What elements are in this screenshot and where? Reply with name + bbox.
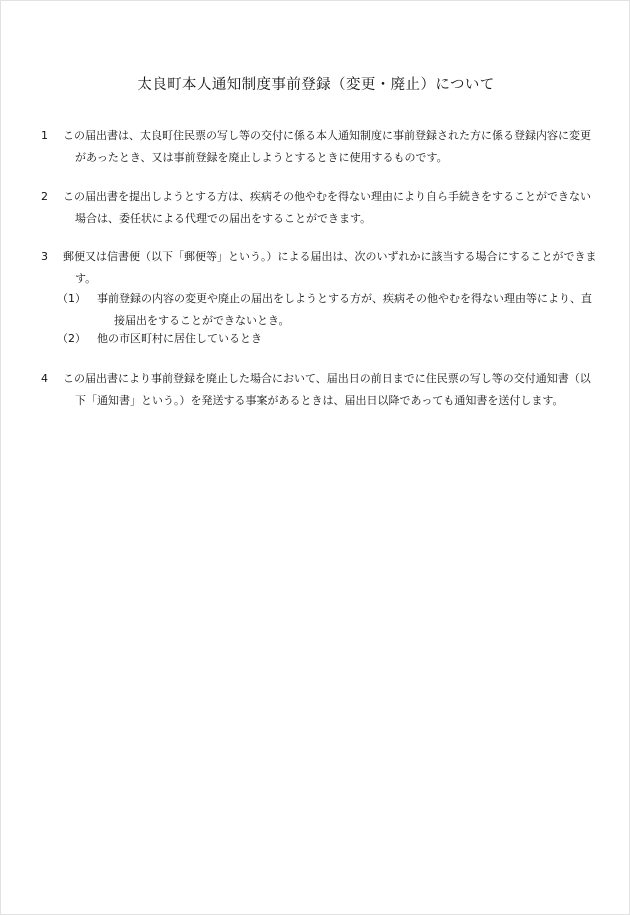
sub-item-text: 事前登録の内容の変更や廃止の届出をしようとする方が、疾病その他やむを得ない理由等により、直接届出をすることができないとき。: [97, 292, 592, 327]
list-item: [41, 246, 601, 290]
item-text: この届出書を提出しようとする方は、疾病その他やむを得ない理由により自ら手続きをすることができない場合は、委任状による代理での届出をすることができます。: [63, 190, 591, 225]
sub-item-number: （1）: [57, 292, 86, 305]
item-number: 1: [41, 129, 48, 142]
item-text: この届出書は、太良町住民票の写し等の交付に係る本人通知制度に事前登録された方に係る登録内容に変更があったとき、又は事前登録を廃止しようとするときに使用するものです。: [63, 129, 591, 164]
item-number: 3: [41, 250, 48, 263]
list-item: [41, 368, 601, 412]
list-item: [41, 125, 601, 169]
sub-list-item: [41, 328, 601, 350]
sub-list-item: [41, 288, 601, 332]
item-number: 4: [41, 372, 48, 385]
sub-item-text: 他の市区町村に居住しているとき: [97, 332, 262, 345]
item-text: 郵便又は信書便（以下「郵便等」という。）による届出は、次のいずれかに該当する場合にすることができます。: [63, 250, 597, 285]
sub-item-number: （2）: [57, 332, 86, 345]
item-number: 2: [41, 190, 48, 203]
page-title: 太良町本人通知制度事前登録（変更・廃止）について: [137, 77, 495, 93]
list-item: [41, 186, 601, 230]
item-text: この届出書により事前登録を廃止した場合において、届出日の前日までに住民票の写し等の交付通知書（以下「通知書」という。）を発送する事案があるときは、届出日以降であっても通知書を送付します。: [63, 372, 591, 407]
